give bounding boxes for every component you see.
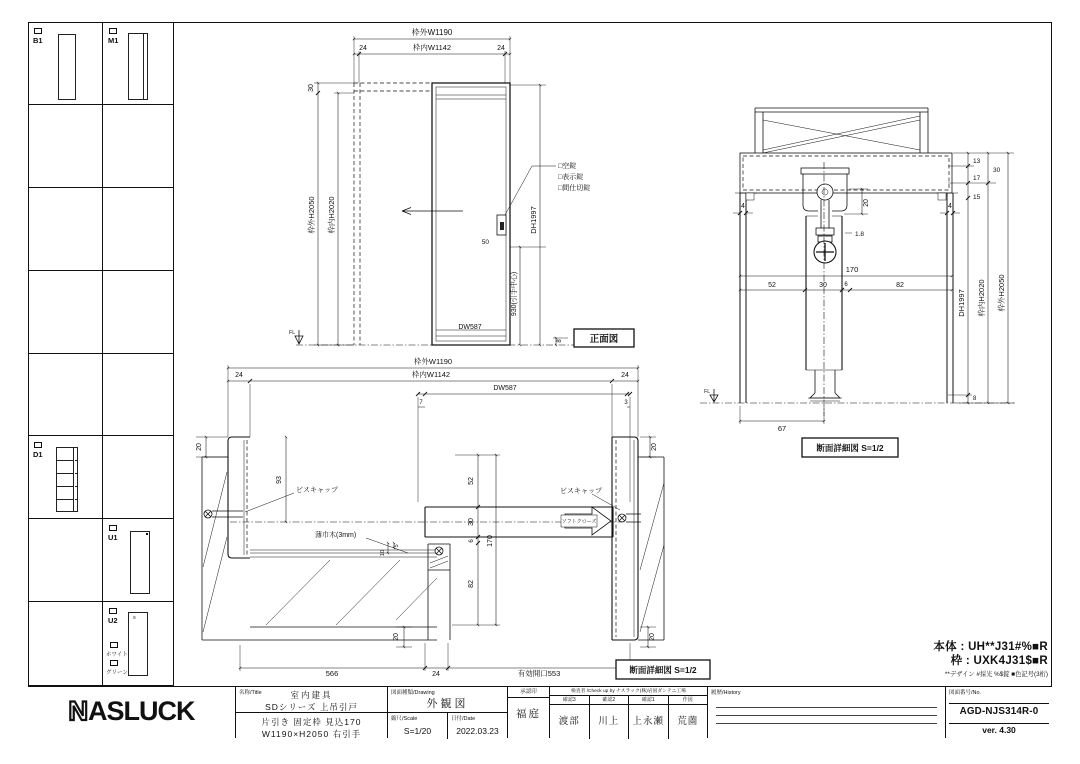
- number-label: 図面番号/No.: [949, 690, 982, 696]
- floor-level-marker: [704, 389, 718, 402]
- dim-opening: 有効開口553: [517, 669, 561, 678]
- dim-20: 20: [863, 199, 870, 207]
- fl-label: FL: [704, 389, 710, 395]
- spec-line2: W1190×H2050 右引手: [261, 729, 362, 739]
- dim-52: 52: [768, 282, 776, 289]
- checker-column: [668, 696, 708, 739]
- history-row-line: [716, 715, 937, 716]
- panel-id-label: B1: [33, 36, 43, 45]
- checker-name: 上永瀬: [632, 716, 664, 727]
- dim-170: 170: [845, 265, 859, 274]
- date-value: 2022.03.23: [456, 726, 499, 736]
- dim-566: 566: [325, 669, 339, 678]
- name-line2: SDシリーズ 上吊引戸: [265, 702, 358, 712]
- dim-height-outer: 枠外H2050: [307, 196, 316, 234]
- dim-10: 10: [380, 549, 386, 557]
- checker-name: 荒薗: [677, 716, 699, 727]
- panel-id-label: U2: [108, 616, 118, 626]
- approval-cell: [507, 687, 549, 738]
- screw-cap-left-symbol: [204, 510, 243, 518]
- dim-20-top-left: 20: [196, 443, 203, 451]
- dim-width-inner: 枠内W1142: [412, 43, 452, 52]
- dim-height-inner: 枠内H2020: [327, 196, 336, 234]
- dim-67: 67: [777, 424, 787, 433]
- checker-column: [628, 696, 668, 739]
- screw-cap-left-label: ビスキャップ: [296, 487, 338, 494]
- panel-id-label: D1: [33, 450, 43, 460]
- history-label: 履歴/History: [711, 690, 741, 696]
- lock-option-1: □空錠: [558, 163, 577, 170]
- dim-93: 93: [276, 476, 283, 484]
- dim-82: 82: [896, 282, 904, 289]
- approval-name: 福庭: [516, 708, 541, 720]
- dim-width-outer: 枠外W1190: [411, 28, 453, 37]
- scale-value: S=1/20: [403, 726, 432, 736]
- dim-width-inner: 枠内W1142: [411, 370, 451, 379]
- check-label: 検査者 /Check up by ナスラック(株)岩国ダンテニ工場: [550, 687, 707, 696]
- dim-5: 5: [394, 544, 400, 548]
- logo-cell: [28, 687, 235, 738]
- dim-170: 170: [487, 535, 494, 547]
- dim-8: 8: [973, 396, 977, 402]
- plan-caption: 断面詳細図 S=1/2: [629, 665, 697, 675]
- dim-door-width: DW587: [458, 324, 482, 331]
- dim-15: 15: [973, 194, 981, 201]
- dim-20-top-right: 20: [651, 443, 658, 451]
- drawing-type: 外観図: [426, 698, 469, 710]
- title-block: [28, 686, 1052, 738]
- dim-6: 6: [844, 282, 848, 288]
- front-view-drawing: [289, 27, 634, 347]
- dim-20-bottom-left: 20: [393, 633, 400, 641]
- approval-label: 承認印: [508, 687, 549, 698]
- frame-code: 枠 : UXK4J31$■R: [950, 655, 1048, 667]
- date-label: 日付/Date: [451, 716, 476, 722]
- dim-20-bottom-right: 20: [649, 633, 656, 641]
- name-line1: 室内建具: [290, 690, 333, 700]
- floor-level-marker: [289, 330, 303, 344]
- fl-label: FL: [289, 330, 295, 336]
- dim-7: 7: [419, 400, 423, 406]
- dim-4-left: 4: [741, 203, 745, 210]
- checker-column: [589, 696, 629, 739]
- checker-role: 確認1: [629, 696, 668, 705]
- scale-cell: [388, 713, 448, 739]
- checker-role: 確認3: [550, 696, 589, 705]
- dim-jamb-right: 24: [497, 45, 505, 52]
- history-row-line: [716, 723, 937, 724]
- center-stile-detail: [428, 544, 450, 640]
- logo-letter-n: N: [68, 696, 88, 726]
- drawing-label: 図面種類/Drawing: [391, 690, 435, 696]
- dim-6: 6: [469, 539, 475, 543]
- dim-4-right: 4: [948, 203, 952, 210]
- product-code-block: [860, 640, 1048, 678]
- version: ver. 4.30: [982, 725, 1016, 735]
- checkers-cell: [549, 687, 707, 738]
- history-row-line: [716, 707, 937, 708]
- dim-17: 17: [973, 175, 981, 182]
- dim-jamb-left: 24: [359, 45, 367, 52]
- logo-rest: ASLUCK: [88, 696, 195, 726]
- dim-3: 3: [624, 400, 628, 406]
- door-lock-symbol: [497, 215, 506, 235]
- title-name-cell: [235, 687, 387, 738]
- name-label: 名称/Title: [239, 690, 262, 696]
- vertical-section-drawing: [700, 108, 1015, 457]
- dim-handle-center: 930(引手中心): [511, 271, 518, 317]
- body-code: 本体 : UH**J31#%■R: [933, 641, 1048, 653]
- u2-mark: ≡: [133, 615, 135, 622]
- drawing-type-cell: [387, 687, 507, 738]
- dim-door-width: DW587: [493, 385, 517, 392]
- dim-13: 13: [973, 158, 981, 165]
- number-divider: [949, 723, 1049, 724]
- number-divider: [949, 703, 1049, 704]
- checker-name: 川上: [598, 716, 620, 727]
- drawing-number: AGD-NJS314R-0: [959, 706, 1039, 717]
- panel-id-label: U1: [108, 533, 118, 543]
- dim-24: 24: [432, 671, 440, 678]
- soft-close-label: ソフトクローズ: [561, 519, 597, 525]
- dim-door-height: DH1997: [957, 289, 966, 317]
- dim-top-rail: 30: [308, 84, 315, 92]
- dim-door-height: DH1997: [529, 206, 538, 234]
- dim-30-right: 30: [993, 167, 1001, 174]
- code-legend: **デザイン #採光 %$錠 ■色記号(3桁): [944, 671, 1048, 678]
- section-caption: 断面詳細図 S=1/2: [816, 443, 884, 453]
- dim-floor-gap: 8: [557, 339, 563, 343]
- spec-line1: 片引き 固定枠 見込170: [261, 717, 362, 727]
- dim-30: 30: [468, 518, 475, 526]
- panel-id-label: M1: [108, 36, 119, 45]
- lock-option-3: □間仕切錠: [558, 185, 591, 192]
- floor-guide-symbol: [808, 370, 842, 401]
- color-label-green: グリーン: [106, 670, 128, 677]
- dim-1-8: 1.8: [855, 231, 865, 238]
- dim-52: 52: [468, 477, 475, 485]
- checker-column: [550, 696, 589, 739]
- dim-82: 82: [468, 580, 475, 588]
- lock-option-2: □表示錠: [558, 174, 584, 181]
- dim-jamb-left: 24: [235, 372, 243, 379]
- plan-section-drawing: [196, 356, 710, 679]
- dim-height-inner: 枠内H2020: [977, 279, 986, 317]
- history-cell: [707, 687, 945, 738]
- drawing-number-cell: [945, 687, 1052, 738]
- checker-role: 作図: [669, 696, 708, 705]
- checker-name: 渡部: [558, 716, 580, 727]
- dim-height-outer: 枠外H2050: [997, 274, 1006, 312]
- baseboard-label: 薄巾木(3mm): [315, 532, 357, 539]
- color-label-white: ホワイト: [106, 652, 128, 659]
- dim-lock-to-handle: 50: [481, 239, 489, 246]
- front-view-caption: 正面図: [589, 334, 619, 345]
- checker-role: 確認2: [590, 696, 629, 705]
- date-cell: [448, 713, 507, 739]
- dim-width-outer: 枠外W1190: [413, 357, 453, 366]
- screw-cap-right-label: ビスキャップ: [560, 488, 602, 495]
- scale-label: 縮尺/Scale: [391, 716, 418, 722]
- soft-close-arrow: [561, 507, 611, 535]
- dim-30: 30: [819, 282, 827, 289]
- dim-jamb-right: 24: [621, 372, 629, 379]
- nasluck-logo: [28, 696, 235, 726]
